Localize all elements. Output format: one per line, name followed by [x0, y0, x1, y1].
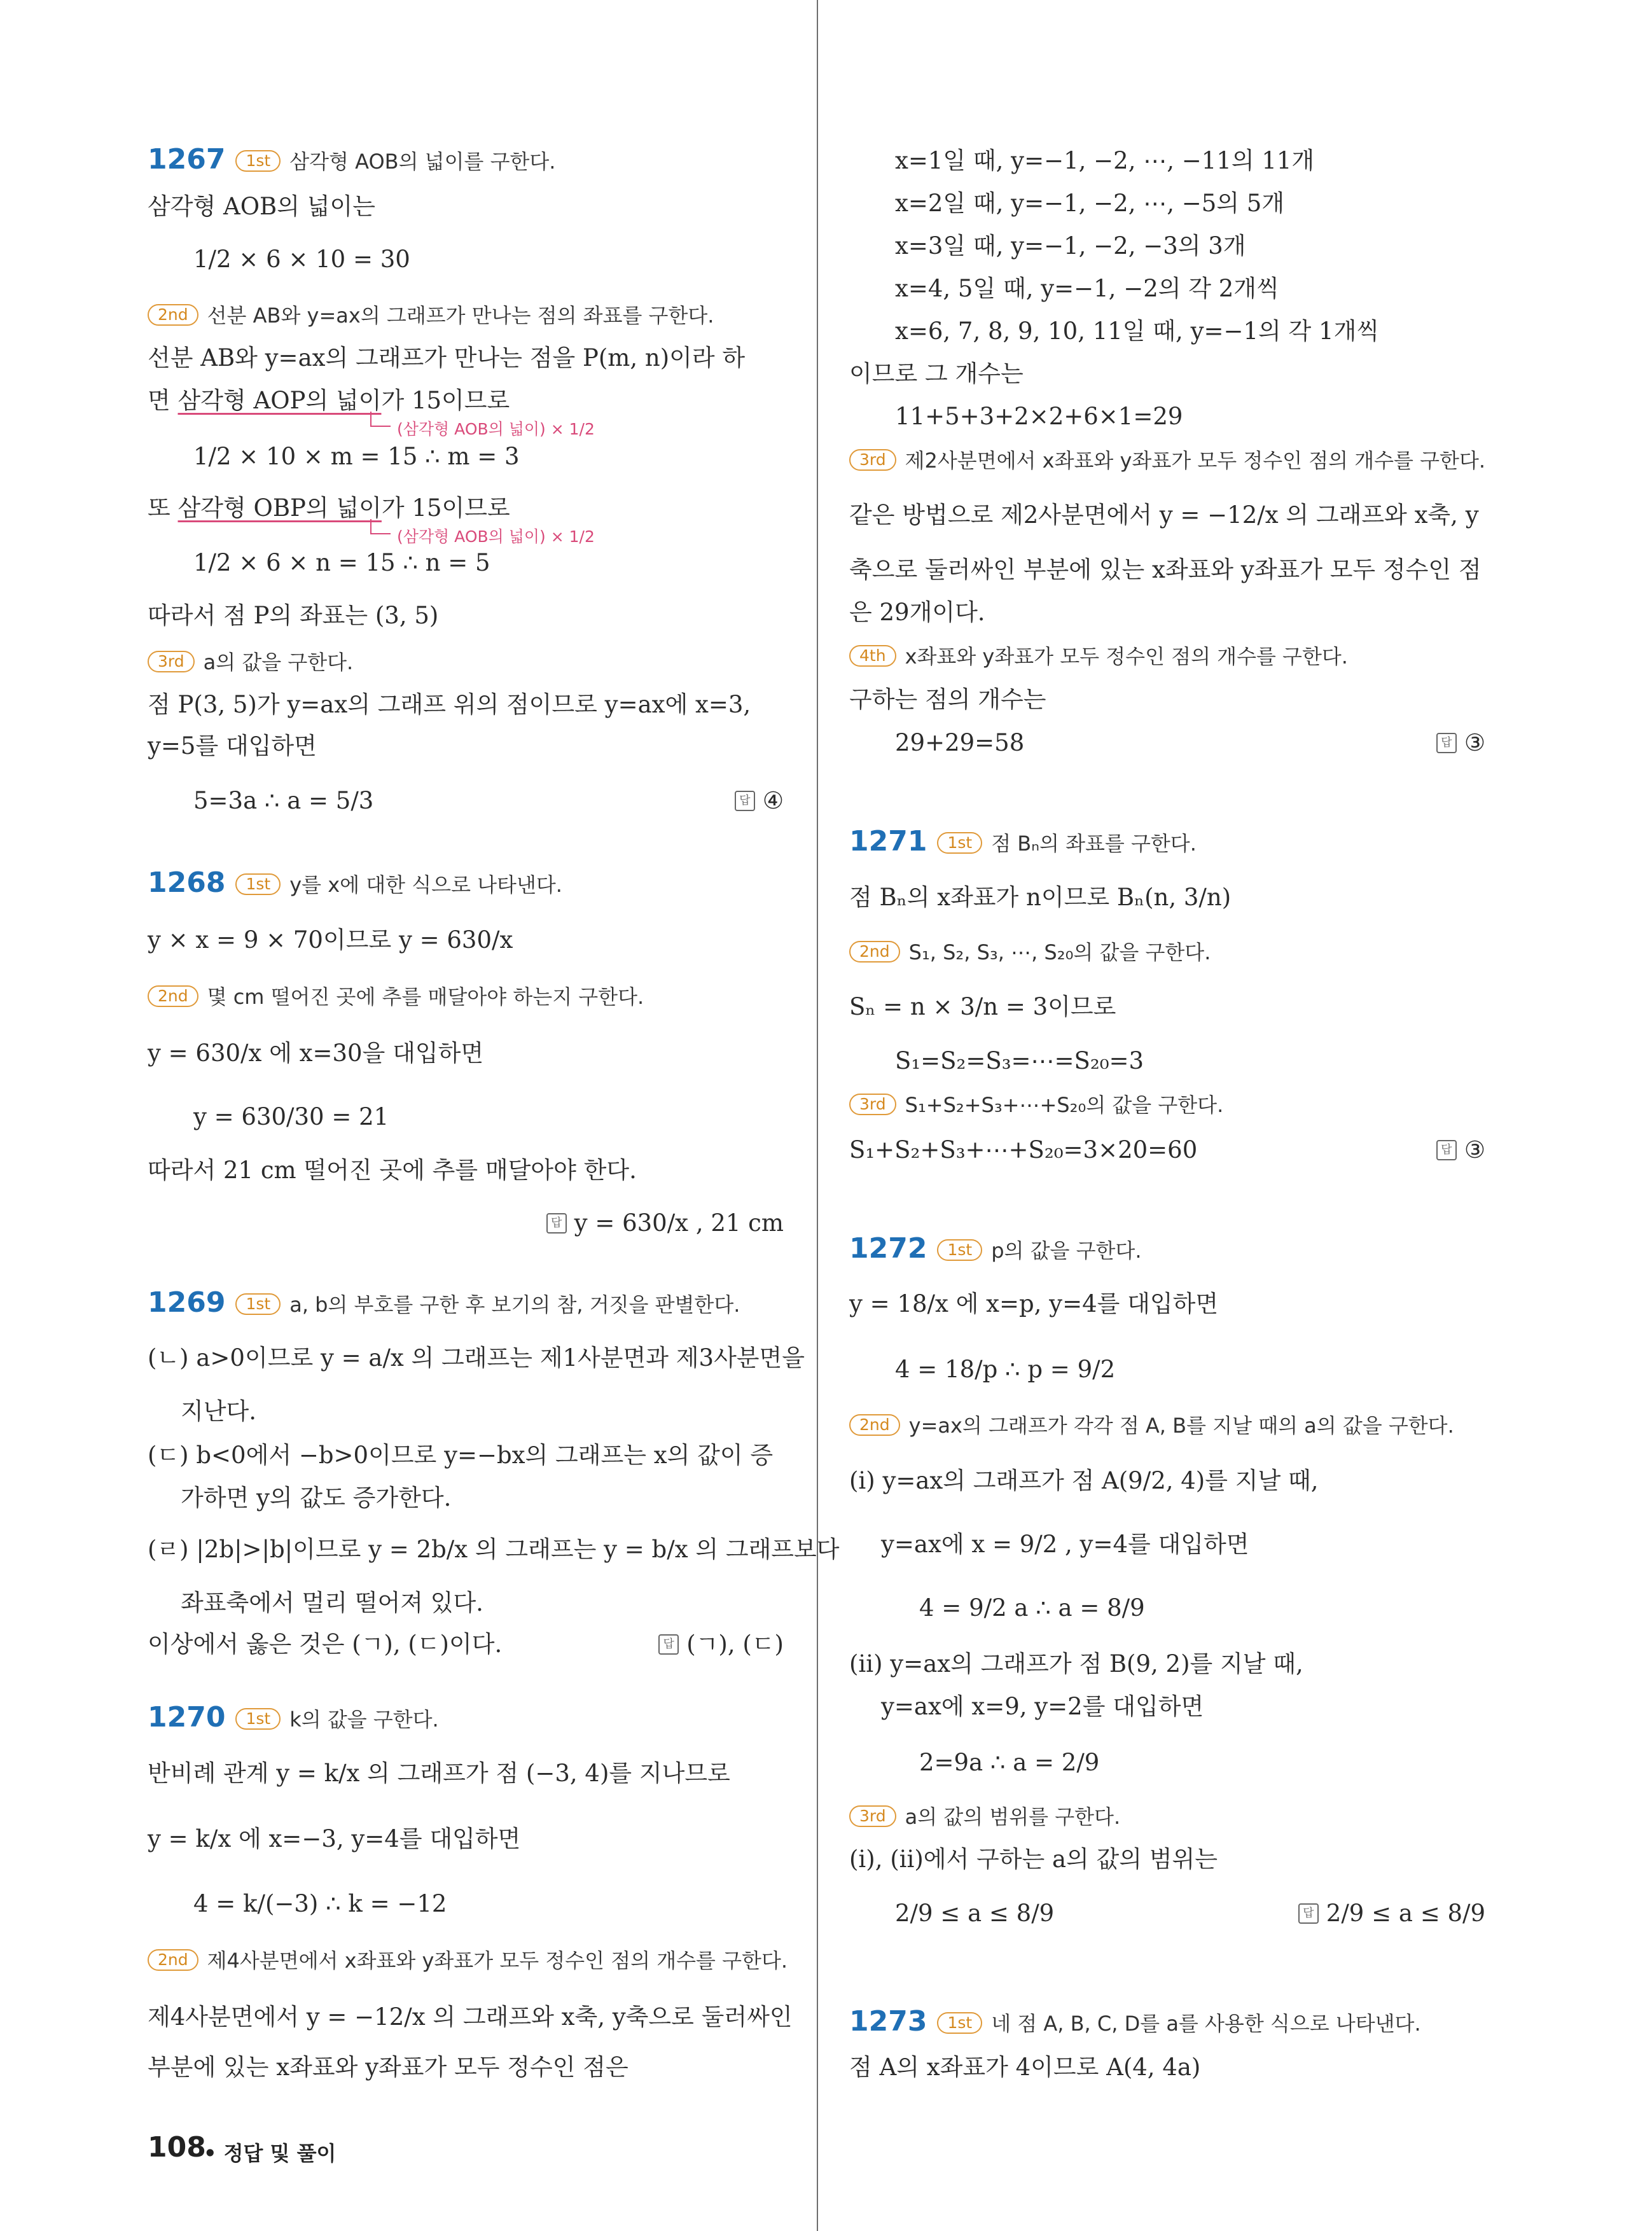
step-title: p의 값을 구한다. — [991, 1239, 1142, 1263]
step-title: 선분 AB와 y=ax의 그래프가 만나는 점의 좌표를 구한다. — [207, 303, 714, 328]
step-badge: 1st — [235, 1293, 281, 1315]
step-title: 점 Bₙ의 좌표를 구한다. — [991, 831, 1197, 856]
step-title: S₁, S₂, S₃, ⋯, S₂₀의 값을 구한다. — [908, 940, 1211, 964]
problem-number: 1272 — [849, 1232, 927, 1265]
step-title: a, b의 부호를 구한 후 보기의 참, 거짓을 판별한다. — [289, 1293, 740, 1317]
answer-value: ③ — [1464, 729, 1485, 756]
step-badge: 3rd — [849, 1805, 896, 1827]
equation-line: 4 = 18/p ∴ p = 9/2 — [895, 1356, 1116, 1383]
step-badge: 2nd — [849, 1414, 900, 1436]
solution-line: 선분 AB와 y=ax의 그래프가 만나는 점을 P(m, n)이라 하 — [148, 344, 746, 372]
answer — [735, 786, 784, 816]
step-badge: 2nd — [148, 985, 198, 1007]
equation-line: 2=9a ∴ a = 2/9 — [919, 1749, 1100, 1776]
solution-line: 축으로 둘러싸인 부분에 있는 x좌표와 y좌표가 모두 정수인 점 — [849, 556, 1482, 583]
step-badge: 1st — [235, 1708, 281, 1730]
solution-line: 은 29개이다. — [849, 599, 985, 626]
answer-mark-icon: 답 — [1436, 733, 1457, 753]
solution-line: 반비례 관계 y = k/x 의 그래프가 점 (−3, 4)를 지나므로 — [148, 1760, 730, 1787]
step-badge: 1st — [937, 2012, 982, 2034]
step-line — [849, 445, 1485, 475]
problem-1268-header — [148, 868, 562, 900]
solution-line: x=2일 때, y=−1, −2, ⋯, −5의 5개 — [895, 190, 1285, 217]
solution-line: 제4사분면에서 y = −12/x 의 그래프와 x축, y축으로 둘러싸인 — [148, 2003, 793, 2031]
problem-1272-header — [849, 1234, 1142, 1265]
answer-mark-icon: 답 — [1436, 1140, 1457, 1160]
solution-line: x=4, 5일 때, y=−1, −2의 각 2개씩 — [895, 275, 1279, 302]
solution-line: 따라서 21 cm 떨어진 곳에 추를 매달아야 한다. — [148, 1157, 637, 1184]
problem-number: 1271 — [849, 825, 927, 858]
solution-line: (i) y=ax의 그래프가 점 A(9/2, 4)를 지날 때, — [849, 1467, 1319, 1494]
step-badge: 2nd — [148, 304, 198, 326]
underlined-term: 삼각형 OBP의 넓이 — [177, 494, 382, 522]
step-badge: 3rd — [849, 449, 896, 471]
problem-1273-header — [849, 2007, 1421, 2038]
step-title: a의 값의 범위를 구한다. — [905, 1805, 1121, 1829]
problem-1271-header — [849, 827, 1197, 858]
equation-line: y × x = 9 × 70이므로 y = 630/x — [148, 926, 513, 954]
answer-mark-icon: 답 — [658, 1634, 679, 1655]
problem-1267-header — [148, 145, 555, 176]
solution-line: (ㄷ) b<0에서 −b>0이므로 y=−bx의 그래프는 x의 값이 증 — [148, 1442, 774, 1469]
step-line — [148, 647, 353, 677]
step-line — [148, 300, 714, 330]
step-badge: 3rd — [849, 1094, 896, 1115]
problem-number: 1268 — [148, 866, 226, 899]
step-line — [849, 641, 1348, 671]
equation-line: 5=3a ∴ a = 5/3 — [193, 787, 374, 814]
answer-mark-icon: 답 — [546, 1213, 567, 1234]
equation-line: y=ax에 x = 9/2 , y=4를 대입하면 — [881, 1531, 1249, 1558]
step-title: 몇 cm 떨어진 곳에 추를 매달아야 하는지 구한다. — [207, 985, 644, 1009]
solution-line: 면 삼각형 AOP의 넓이가 15이므로 — [148, 387, 510, 414]
annotation-note: (삼각형 AOB의 넓이) × 1/2 — [397, 527, 595, 546]
equation-line: y = 630/30 = 21 — [193, 1103, 389, 1130]
equation-line: 4 = k/(−3) ∴ k = −12 — [193, 1890, 447, 1917]
answer-mark-icon: 답 — [1298, 1903, 1319, 1924]
step-line — [849, 1090, 1223, 1120]
solution-line: (ㄴ) a>0이므로 y = a/x 의 그래프는 제1사분면과 제3사분면을 — [148, 1344, 805, 1372]
step-title: 삼각형 AOB의 넓이를 구한다. — [289, 149, 556, 174]
answer-value: (ㄱ), (ㄷ) — [686, 1630, 784, 1658]
annotation-note: (삼각형 AOB의 넓이) × 1/2 — [397, 420, 595, 438]
underlined-term: 삼각형 AOP의 넓이 — [177, 387, 382, 414]
step-title: y=ax의 그래프가 각각 점 A, B를 지날 때의 a의 값을 구한다. — [908, 1414, 1454, 1438]
step-badge: 2nd — [849, 941, 900, 963]
solution-line: 이상에서 옳은 것은 (ㄱ), (ㄷ)이다. — [148, 1630, 503, 1658]
problem-number: 1269 — [148, 1286, 226, 1319]
step-badge: 1st — [235, 150, 281, 172]
solution-line: 지난다. — [181, 1398, 256, 1425]
problem-number: 1270 — [148, 1701, 226, 1734]
solution-line: x=3일 때, y=−1, −2, −3의 3개 — [895, 232, 1246, 260]
equation-line: 11+5+3+2×2+6×1=29 — [895, 403, 1183, 430]
solution-line: (ㄹ) |2b|>|b|이므로 y = 2b/x 의 그래프는 y = b/x 의 그래프보다 — [148, 1536, 840, 1563]
solution-line: y=5를 대입하면 — [148, 732, 317, 760]
equation-line: Sₙ = n × 3/n = 3이므로 — [849, 993, 1116, 1020]
solution-line: (i), (ii)에서 구하는 a의 값의 범위는 — [849, 1845, 1218, 1873]
column-divider — [817, 0, 818, 2231]
answer-value: y = 630/x , 21 cm — [574, 1209, 784, 1237]
step-title: 제4사분면에서 x좌표와 y좌표가 모두 정수인 점의 개수를 구한다. — [207, 1949, 788, 1973]
step-title: 제2사분면에서 x좌표와 y좌표가 모두 정수인 점의 개수를 구한다. — [905, 448, 1486, 473]
equation-line: 1/2 × 10 × m = 15 ∴ m = 3 — [193, 443, 520, 470]
solution-line: 가하면 y의 값도 증가한다. — [181, 1484, 452, 1512]
step-badge: 3rd — [148, 651, 195, 672]
answer — [1436, 728, 1485, 758]
step-title: S₁+S₂+S₃+⋯+S₂₀의 값을 구한다. — [905, 1093, 1224, 1117]
problem-1270-header — [148, 1703, 439, 1734]
answer — [1298, 1899, 1485, 1928]
solution-line: x=6, 7, 8, 9, 10, 11일 때, y=−1의 각 1개씩 — [895, 317, 1380, 345]
answer-value: ③ — [1464, 1136, 1485, 1164]
step-badge: 1st — [235, 873, 281, 895]
answer — [546, 1209, 784, 1238]
problem-number: 1267 — [148, 143, 226, 176]
equation-line: y = 630/x 에 x=30을 대입하면 — [148, 1039, 484, 1067]
equation-line: 1/2 × 6 × 10 = 30 — [193, 246, 410, 273]
solution-line: x=1일 때, y=−1, −2, ⋯, −11의 11개 — [895, 147, 1315, 174]
step-line — [849, 937, 1211, 967]
step-title: k의 값을 구한다. — [289, 1707, 439, 1732]
step-line — [148, 1945, 788, 1975]
equation-line: 4 = 9/2 a ∴ a = 8/9 — [919, 1594, 1145, 1622]
solution-line: 삼각형 AOB의 넓이는 — [148, 193, 375, 220]
step-badge: 4th — [849, 645, 896, 667]
page-number: 108 — [148, 2131, 206, 2164]
step-badge: 1st — [937, 1239, 982, 1261]
equation-line: 1/2 × 6 × n = 15 ∴ n = 5 — [193, 549, 490, 576]
step-title: y를 x에 대한 식으로 나타낸다. — [289, 873, 562, 897]
equation-line: S₁=S₂=S₃=⋯=S₂₀=3 — [895, 1047, 1144, 1074]
step-badge: 2nd — [148, 1949, 198, 1971]
answer-mark-icon: 답 — [735, 791, 755, 811]
answer — [658, 1630, 784, 1659]
equation-line: 2/9 ≤ a ≤ 8/9 — [895, 1900, 1055, 1927]
note-bracket — [370, 412, 391, 427]
equation-line: y = k/x 에 x=−3, y=4를 대입하면 — [148, 1825, 521, 1852]
equation-line: y=ax에 x=9, y=2를 대입하면 — [881, 1693, 1204, 1720]
solution-line: 점 P(3, 5)가 y=ax의 그래프 위의 점이므로 y=ax에 x=3, — [148, 691, 751, 718]
solution-line: (ii) y=ax의 그래프가 점 B(9, 2)를 지날 때, — [849, 1650, 1303, 1678]
step-title: 네 점 A, B, C, D를 a를 사용한 식으로 나타낸다. — [991, 2012, 1421, 2036]
equation-line: 29+29=58 — [895, 729, 1025, 756]
solution-line: 또 삼각형 OBP의 넓이가 15이므로 — [148, 494, 510, 522]
solution-line: 좌표축에서 멀리 떨어져 있다. — [181, 1589, 483, 1616]
problem-number: 1273 — [849, 2005, 927, 2038]
step-line — [849, 1410, 1454, 1440]
solution-line: 같은 방법으로 제2사분면에서 y = −12/x 의 그래프와 x축, y — [849, 501, 1479, 529]
answer — [1436, 1136, 1485, 1165]
answer-value: ④ — [762, 787, 784, 814]
step-badge: 1st — [937, 832, 982, 854]
solution-line: 따라서 점 P의 좌표는 (3, 5) — [148, 602, 439, 629]
problem-1269-header — [148, 1288, 740, 1319]
solution-line: 구하는 점의 개수는 — [849, 686, 1046, 713]
step-line — [849, 1802, 1120, 1831]
note-bracket — [370, 519, 391, 534]
step-line — [148, 982, 644, 1011]
solution-line: 점 A의 x좌표가 4이므로 A(4, 4a) — [849, 2054, 1201, 2081]
page-label: • 정답 및 풀이 — [204, 2141, 337, 2165]
equation-line: y = 18/x 에 x=p, y=4를 대입하면 — [849, 1290, 1219, 1317]
step-title: a의 값을 구한다. — [203, 650, 354, 674]
equation-line: S₁+S₂+S₃+⋯+S₂₀=3×20=60 — [849, 1136, 1198, 1164]
step-title: x좌표와 y좌표가 모두 정수인 점의 개수를 구한다. — [905, 644, 1348, 669]
equation-line: 점 Bₙ의 x좌표가 n이므로 Bₙ(n, 3/n) — [849, 884, 1232, 911]
answer-value: 2/9 ≤ a ≤ 8/9 — [1326, 1900, 1485, 1927]
solution-line: 이므로 그 개수는 — [849, 360, 1024, 387]
solution-line: 부분에 있는 x좌표와 y좌표가 모두 정수인 점은 — [148, 2054, 628, 2081]
